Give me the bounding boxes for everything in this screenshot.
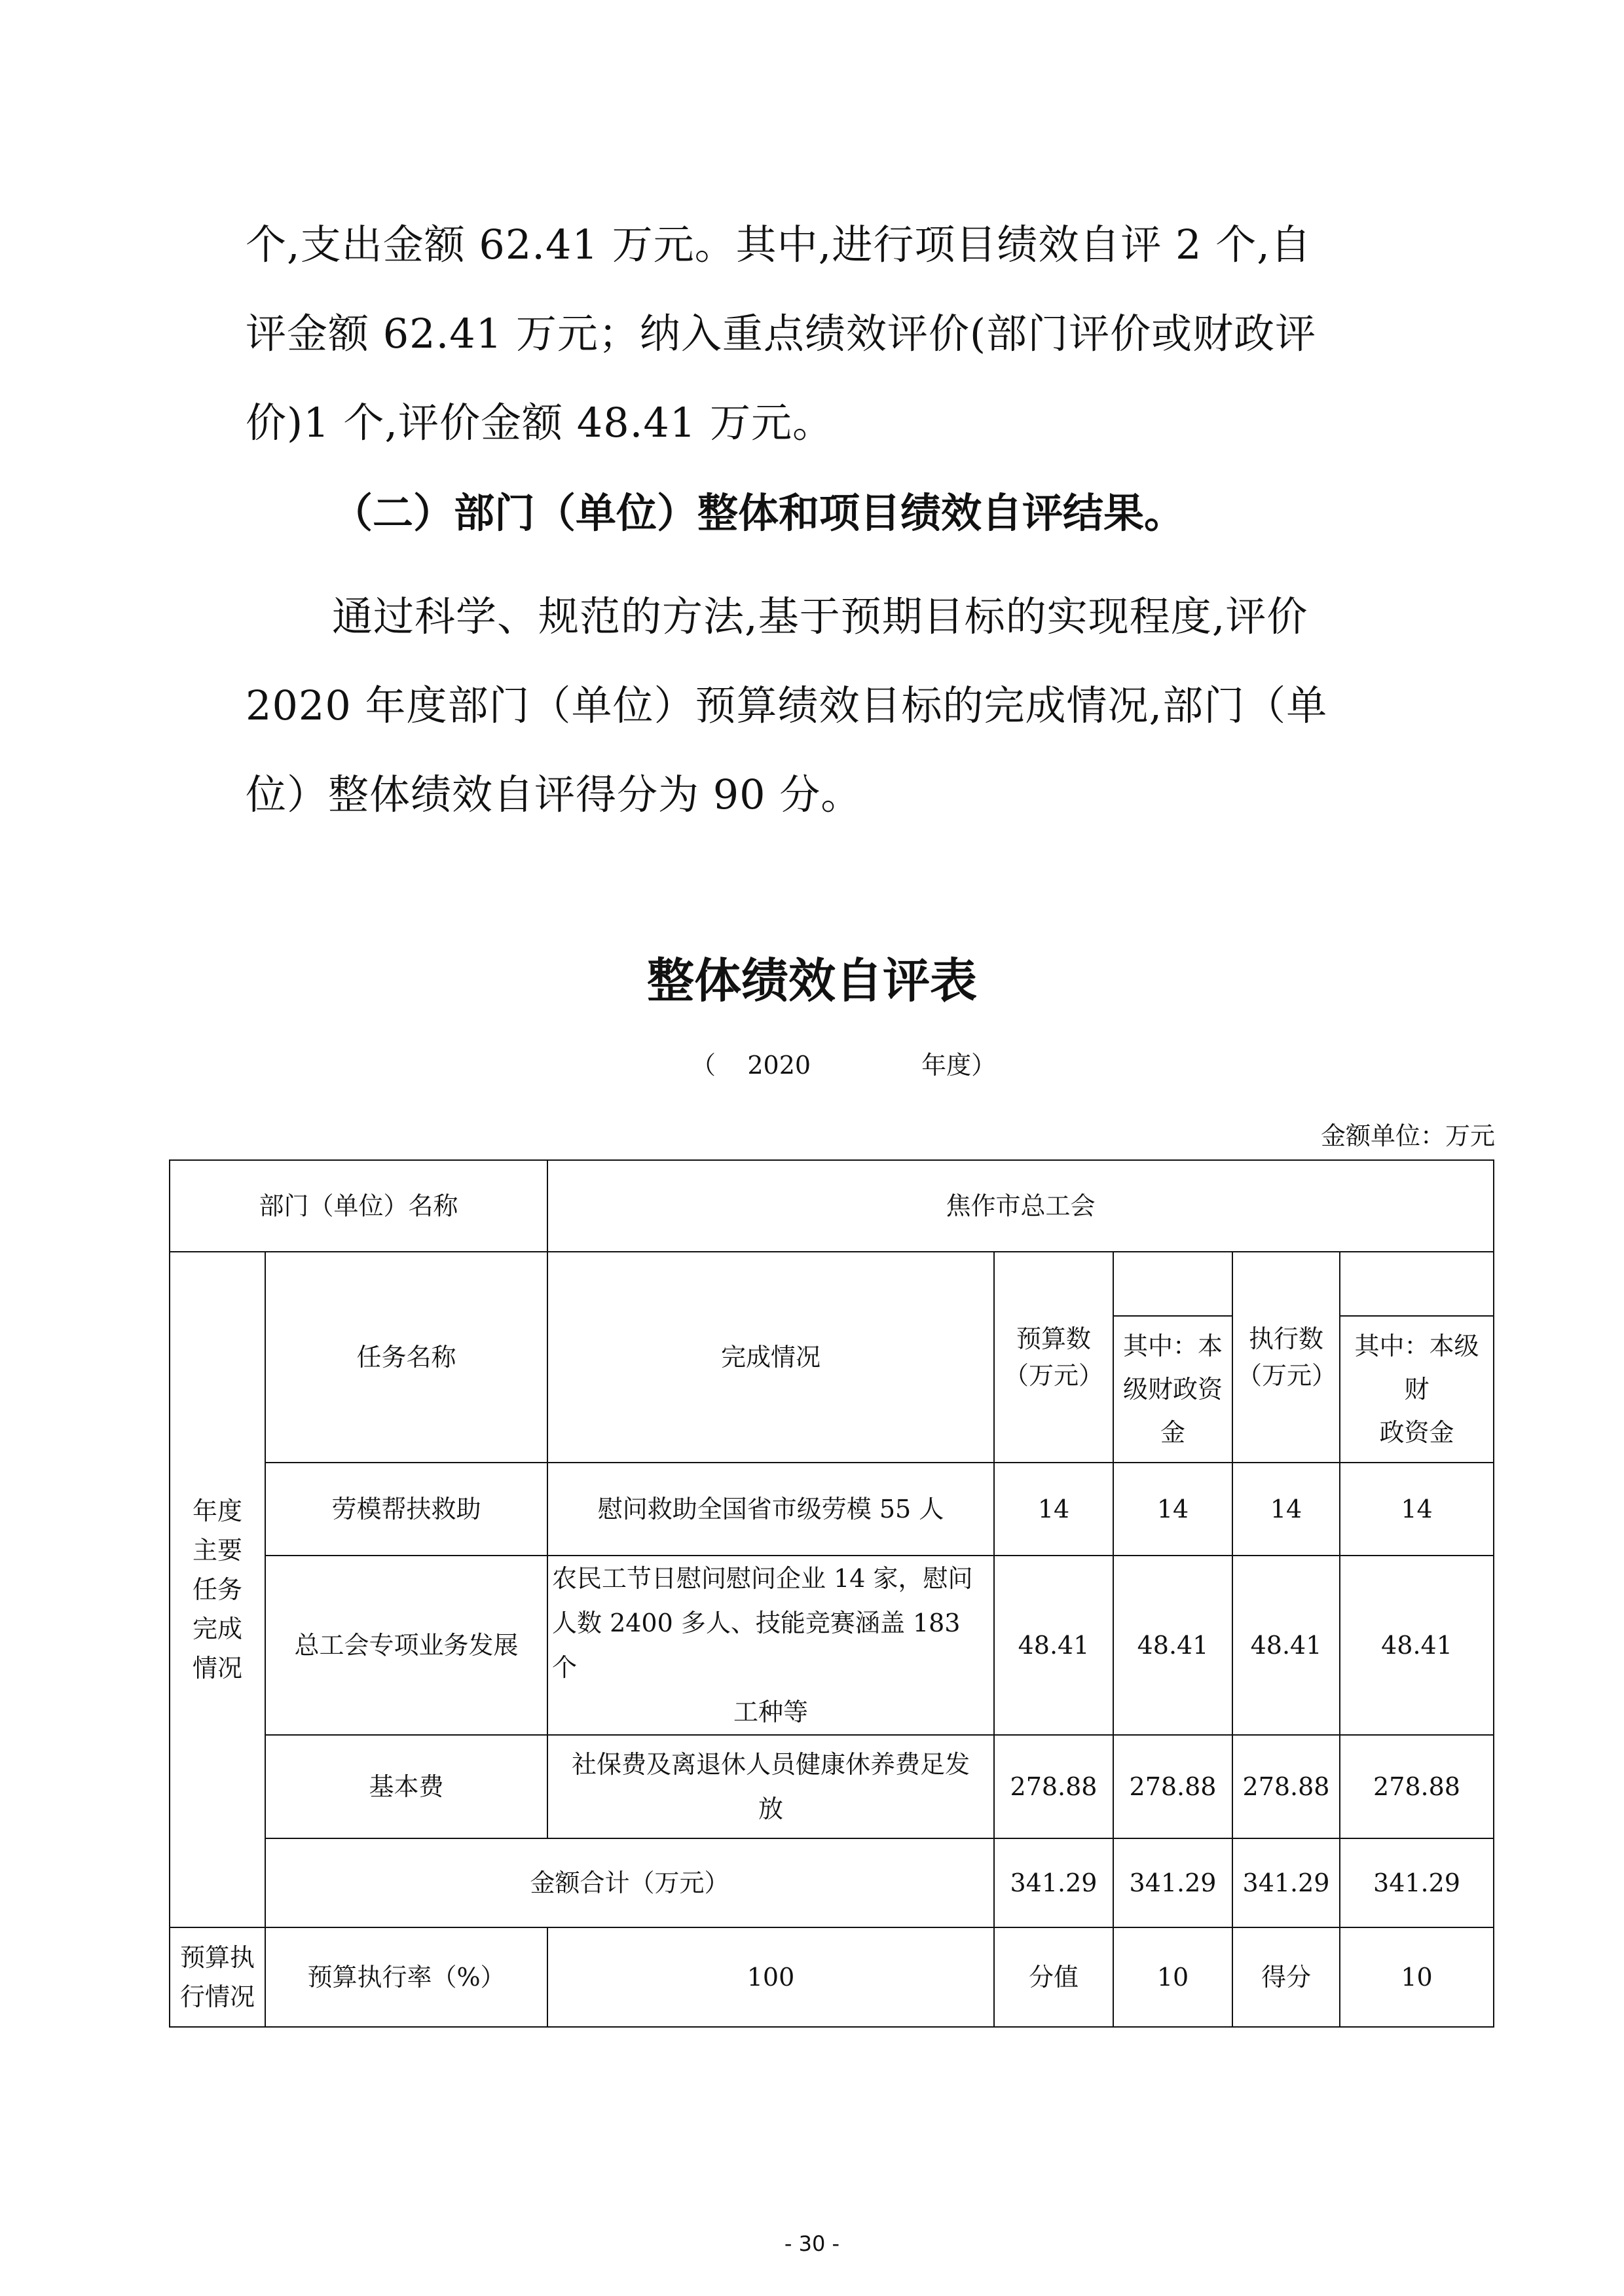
total-label: 金额合计（万元） <box>530 1868 729 1897</box>
year-line <box>691 1045 996 1081</box>
year-close: 年度） <box>921 1051 997 1080</box>
header-executed-local-top <box>1340 1252 1494 1316</box>
header-label: 完成情况 <box>720 1343 821 1372</box>
paragraph-line: 个,支出金额 62.41 万元。其中,进行项目绩效自评 2 个,自 <box>246 221 1312 268</box>
table-row <box>170 1735 1494 1838</box>
executed-cell <box>1232 1463 1340 1556</box>
executed-cell <box>1232 1556 1340 1735</box>
table-row <box>170 1927 1494 2027</box>
rate-label-cell <box>265 1927 547 2027</box>
score-value: 10 <box>1156 1963 1189 1992</box>
total-executed-cell <box>1232 1838 1340 1927</box>
task-name: 总工会专项业务发展 <box>294 1631 519 1660</box>
section-annual-tasks <box>170 1252 265 1927</box>
paragraph-line: 评金额 62.41 万元；纳入重点绩效评价(部门评价或财政评 <box>246 310 1317 357</box>
total-label-cell <box>265 1838 994 1927</box>
section-label-line: 年度 <box>192 1497 242 1525</box>
section-budget-execution <box>170 1927 265 2027</box>
executed-local-value: 14 <box>1401 1495 1433 1523</box>
paragraph-self-evaluation <box>246 572 1373 839</box>
task-name: 劳模帮扶救助 <box>331 1495 481 1523</box>
executed-value: 48.41 <box>1250 1631 1322 1660</box>
year-value: 2020 <box>747 1051 811 1080</box>
rate-value: 100 <box>747 1963 795 1992</box>
executed-local-cell <box>1340 1735 1494 1838</box>
budget-value: 14 <box>1037 1495 1070 1523</box>
table-title: 整体绩效自评表 <box>646 953 977 1008</box>
total-budget-cell <box>994 1838 1113 1927</box>
paragraph-line: 2020 年度部门（单位）预算绩效目标的完成情况,部门（单 <box>246 682 1328 729</box>
budget-value: 278.88 <box>1010 1772 1098 1801</box>
dept-label: 部门（单位）名称 <box>259 1192 458 1220</box>
header-label: 其中：本 <box>1122 1332 1223 1360</box>
completion-text: 放 <box>758 1795 783 1823</box>
score-cell <box>1340 1927 1494 2027</box>
budget-local-cell <box>1113 1735 1232 1838</box>
year-open: （ <box>691 1051 716 1080</box>
table-row <box>170 1160 1494 1252</box>
budget-cell <box>994 1463 1113 1556</box>
executed-value: 278.88 <box>1242 1772 1330 1801</box>
total-budget: 341.29 <box>1010 1868 1098 1897</box>
total-budget-local: 341.29 <box>1129 1868 1217 1897</box>
budget-local-cell <box>1113 1463 1232 1556</box>
completion-cell <box>547 1735 994 1838</box>
budget-local-value: 14 <box>1156 1495 1189 1523</box>
dept-label-cell <box>170 1160 547 1252</box>
paragraph-line: 价)1 个,评价金额 48.41 万元。 <box>246 399 834 446</box>
budget-value: 48.41 <box>1018 1631 1090 1660</box>
header-label: 级财政资 <box>1122 1375 1223 1404</box>
header-budget-local-top <box>1113 1252 1232 1316</box>
table-row <box>170 1463 1494 1556</box>
paragraph-expenditure <box>246 200 1373 467</box>
header-label: 政资金 <box>1379 1418 1454 1447</box>
budget-cell <box>994 1556 1113 1735</box>
header-label: 其中：本级财 <box>1354 1332 1479 1404</box>
task-cell <box>265 1463 547 1556</box>
completion-cell <box>547 1463 994 1556</box>
header-executed <box>1232 1252 1340 1463</box>
section-label-line: 任务 <box>192 1575 242 1604</box>
budget-cell <box>994 1735 1113 1838</box>
rate-value-cell <box>547 1927 994 2027</box>
section-label-line: 行情况 <box>179 1982 255 2011</box>
section-label-line: 完成 <box>192 1614 242 1643</box>
header-label: 预算数 <box>1016 1324 1091 1353</box>
performance-evaluation-table <box>169 1159 1494 2028</box>
header-label: 任务名称 <box>356 1343 456 1372</box>
paragraph-line: 通过科学、规范的方法,基于预期目标的实现程度,评价 <box>332 592 1308 640</box>
dept-value: 焦作市总工会 <box>946 1192 1096 1220</box>
header-label: 执行数 <box>1248 1324 1323 1353</box>
table-total-row <box>170 1838 1494 1927</box>
total-executed-local: 341.29 <box>1373 1868 1460 1897</box>
score-value-label-cell <box>994 1927 1113 2027</box>
paragraph-line: 位）整体绩效自评得分为 90 分。 <box>246 771 862 818</box>
section-label-line: 预算执 <box>179 1943 255 1972</box>
section-label-line: 情况 <box>192 1654 242 1683</box>
completion-text: 社保费及离退休人员健康休养费足发 <box>571 1750 970 1779</box>
executed-local-value: 48.41 <box>1381 1631 1452 1660</box>
header-label: 金 <box>1160 1418 1185 1447</box>
completion-cell <box>547 1556 994 1735</box>
completion-text: 人数 2400 多人、技能竞赛涵盖 183 个 <box>552 1609 961 1682</box>
score-label-cell <box>1232 1927 1340 2027</box>
total-executed: 341.29 <box>1242 1868 1330 1897</box>
total-executed-local-cell <box>1340 1838 1494 1927</box>
executed-local-value: 278.88 <box>1373 1772 1460 1801</box>
budget-local-value: 278.88 <box>1129 1772 1217 1801</box>
header-budget-local <box>1113 1316 1232 1463</box>
header-budget <box>994 1252 1113 1463</box>
rate-label: 预算执行率（%） <box>307 1963 506 1992</box>
budget-local-value: 48.41 <box>1137 1631 1209 1660</box>
executed-value: 14 <box>1270 1495 1302 1523</box>
completion-text: 慰问救助全国省市级劳模 55 人 <box>597 1495 944 1523</box>
header-task-name <box>265 1252 547 1463</box>
task-cell <box>265 1735 547 1838</box>
task-name: 基本费 <box>369 1772 444 1801</box>
score-value-cell <box>1113 1927 1232 2027</box>
executed-cell <box>1232 1735 1340 1838</box>
table-header-row <box>170 1252 1494 1316</box>
completion-text: 农民工节日慰问慰问企业 14 家，慰问 <box>552 1564 973 1593</box>
score: 10 <box>1401 1963 1433 1992</box>
executed-local-cell <box>1340 1463 1494 1556</box>
dept-value-cell <box>547 1160 1494 1252</box>
total-budget-local-cell <box>1113 1838 1232 1927</box>
budget-local-cell <box>1113 1556 1232 1735</box>
header-completion <box>547 1252 994 1463</box>
header-label: （万元） <box>1003 1361 1103 1390</box>
completion-text: 工种等 <box>733 1698 808 1726</box>
score-value-label: 分值 <box>1028 1963 1079 1992</box>
amount-unit-label: 金额单位：万元 <box>1320 1121 1495 1150</box>
executed-local-cell <box>1340 1556 1494 1735</box>
section-label-line: 主要 <box>192 1536 242 1565</box>
header-label: （万元） <box>1237 1361 1337 1390</box>
section-heading: （二）部门（单位）整体和项目绩效自评结果。 <box>332 489 1185 537</box>
task-cell <box>265 1556 547 1735</box>
header-executed-local <box>1340 1316 1494 1463</box>
table-row <box>170 1556 1494 1735</box>
page-number: - 30 - <box>784 2231 840 2256</box>
score-label: 得分 <box>1261 1963 1311 1992</box>
